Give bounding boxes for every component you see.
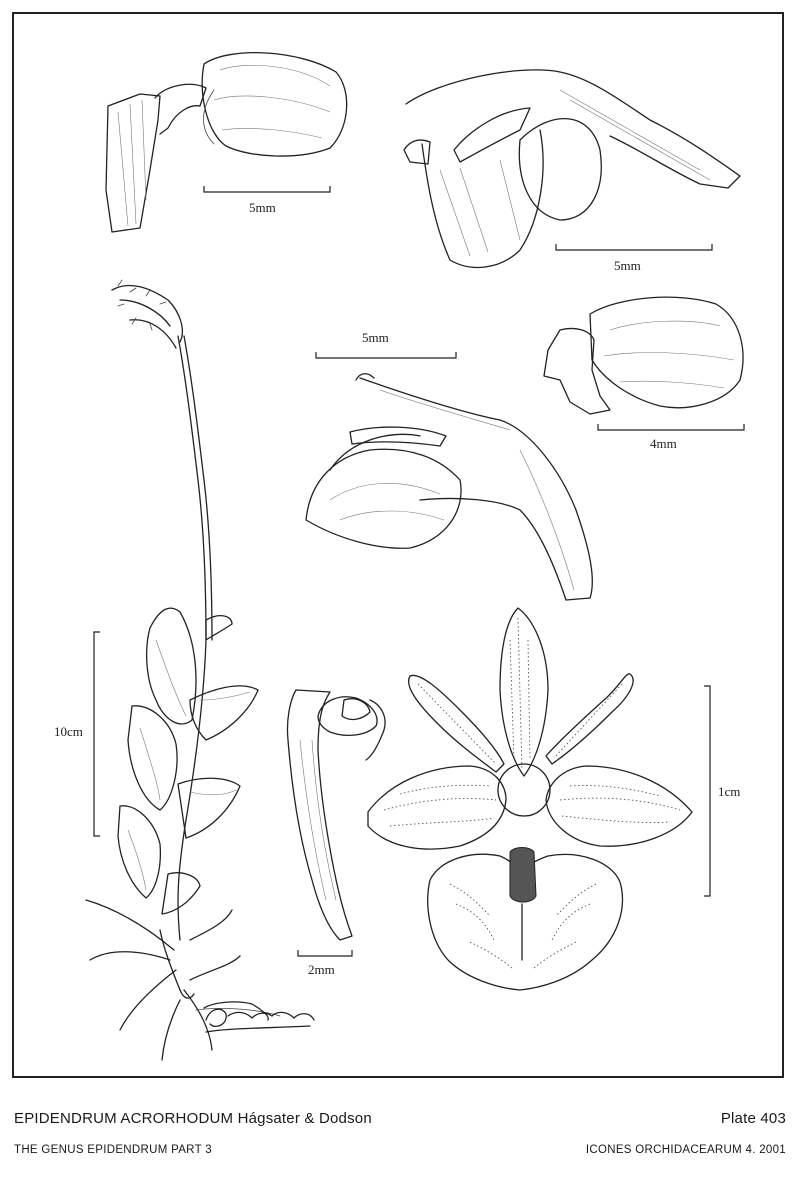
scale-label-column: 2mm: [308, 962, 335, 977]
capsule-drawing: [544, 297, 743, 414]
scale-bar-top-right: [556, 244, 712, 250]
flower-side-view-middle: [306, 374, 592, 600]
scale-bar-column: [298, 950, 352, 956]
flower-side-view-large: [404, 70, 740, 268]
species-title: EPIDENDRUM ACRORHODUM Hágsater & Dodson: [14, 1110, 372, 1127]
scale-bar-dissected: [704, 686, 710, 896]
whole-plant: [86, 280, 280, 1060]
scale-bar-middle: [316, 352, 456, 358]
flower-side-view-small: [106, 53, 347, 232]
artist-signature: [206, 1009, 314, 1032]
plate-number: Plate 403: [720, 1110, 786, 1127]
scale-label-top-right: 5mm: [614, 258, 641, 273]
scale-label-plant: 10cm: [54, 724, 83, 739]
scale-label-middle: 5mm: [362, 330, 389, 345]
column-drawing: [287, 690, 385, 940]
scale-bar-top-left: [204, 186, 330, 192]
scale-bar-plant: [94, 632, 100, 836]
dissected-flower: [368, 608, 692, 990]
scale-label-top-left: 5mm: [249, 200, 276, 215]
series-title: THE GENUS EPIDENDRUM PART 3: [14, 1144, 212, 1156]
scale-bar-capsule: [598, 424, 744, 430]
publication-info: ICONES ORCHIDACEARUM 4. 2001: [585, 1144, 786, 1156]
scale-label-capsule: 4mm: [650, 436, 677, 451]
scale-label-dissected: 1cm: [718, 784, 741, 799]
